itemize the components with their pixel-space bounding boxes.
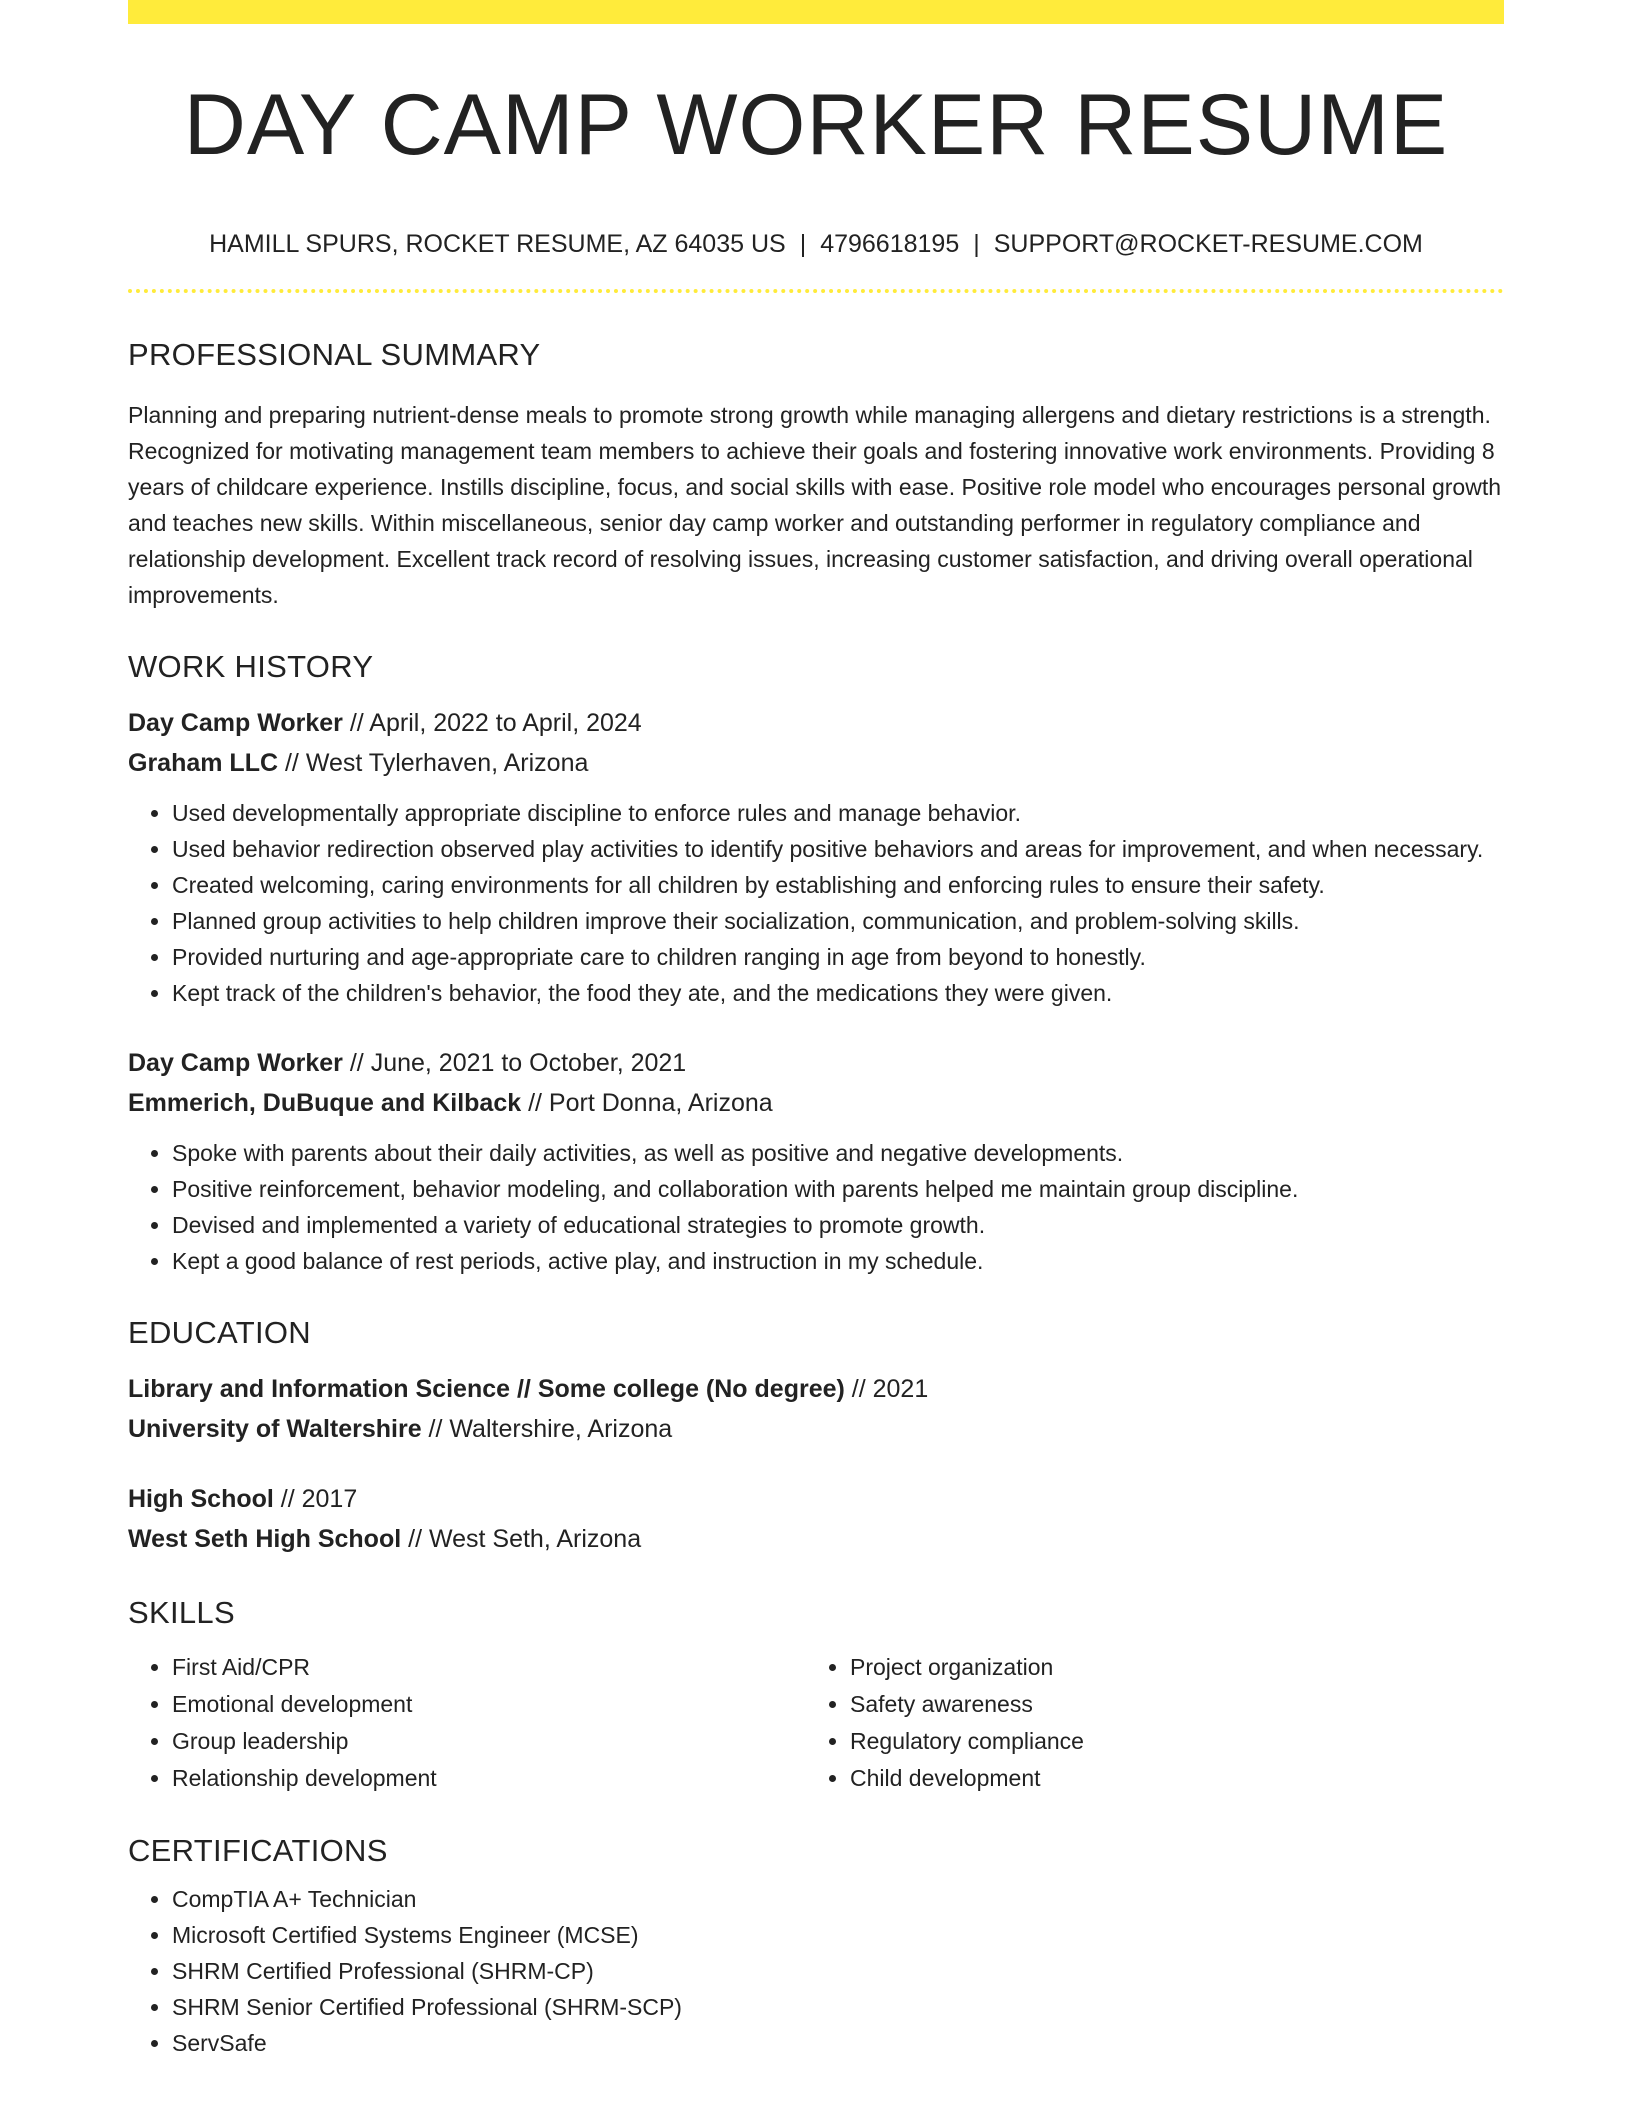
skill-item: • Regulatory compliance — [850, 1723, 1484, 1760]
contact-email: SUPPORT@ROCKET-RESUME.COM — [993, 230, 1423, 258]
job-title: Day Camp Worker — [128, 1049, 343, 1077]
job-duties-list — [128, 1135, 1504, 1279]
education-school-line — [128, 1409, 1504, 1449]
resume-page — [128, 0, 1504, 2061]
contact-phone: 4796618195 — [820, 230, 960, 258]
certifications-heading: CERTIFICATIONS — [128, 1833, 388, 1868]
skill-item: • Emotional development — [172, 1686, 806, 1723]
job-entry — [128, 703, 1504, 1011]
certification-item: • ServSafe — [172, 2025, 1504, 2061]
education-entry — [128, 1369, 1504, 1449]
job-title: Day Camp Worker — [128, 709, 343, 737]
job-location: // West Tylerhaven, Arizona — [278, 749, 589, 777]
contact-separator: | — [973, 230, 980, 258]
job-duty: • Devised and implemented a variety of educational strategies to promote growth. — [172, 1207, 1504, 1243]
job-location: // Port Donna, Arizona — [521, 1089, 773, 1117]
job-company: Graham LLC — [128, 749, 279, 777]
certification-item: • SHRM Certified Professional (SHRM-CP) — [172, 1953, 1504, 1989]
skills-column-left — [128, 1649, 806, 1797]
education-degree: High School — [128, 1485, 274, 1513]
job-title-line — [128, 703, 1504, 743]
education-location: // West Seth, Arizona — [401, 1525, 642, 1553]
job-company: Emmerich, DuBuque and Kilback — [128, 1089, 522, 1117]
job-duty: • Kept a good balance of rest periods, active play, and instruction in my schedule. — [172, 1243, 1504, 1279]
education-degree-line — [128, 1479, 1504, 1519]
skills-grid — [128, 1649, 1504, 1797]
job-duty: • Kept track of the children's behavior, the food they ate, and the medications they were given. — [172, 975, 1504, 1011]
certification-item: • CompTIA A+ Technician — [172, 1881, 1504, 1917]
job-dates: // June, 2021 to October, 2021 — [342, 1049, 687, 1077]
job-duty: • Provided nurturing and age-appropriate care to children ranging in age from beyond to honestly. — [172, 939, 1504, 975]
job-title-line — [128, 1043, 1504, 1083]
job-duty: • Positive reinforcement, behavior modeling, and collaboration with parents helped me maintain group discipline. — [172, 1171, 1504, 1207]
skill-item: • First Aid/CPR — [172, 1649, 806, 1686]
summary-text: Planning and preparing nutrient-dense meals to promote strong growth while managing allergens and dietary restrictions is a strength. Recognized for motivating management team members to achieve their goals and fostering innovative work environments. Providing 8 years of childcare experience. Instills discipline, focus, and social skills with ease. Positive role model who encourages personal growth and teaches new skills. Within miscellaneous, senior day camp worker and outstanding performer in regulatory compliance and relationship development. Excellent track record of resolving issues, increasing customer satisfaction, and driving overall operational improvements. — [128, 402, 1502, 608]
job-entry — [128, 1043, 1504, 1279]
contact-separator: | — [799, 230, 807, 258]
education-year: // 2017 — [273, 1485, 358, 1513]
job-duty: • Planned group activities to help children improve their socialization, communication, and problem-solving skills. — [172, 903, 1504, 939]
job-dates: // April, 2022 to April, 2024 — [342, 709, 642, 737]
education-school: University of Waltershire — [128, 1415, 422, 1443]
education-entry — [128, 1479, 1504, 1559]
certifications-list — [128, 1881, 1504, 2061]
education-degree: Library and Information Science // Some college (No degree) — [128, 1375, 845, 1403]
job-company-line — [128, 1083, 1504, 1123]
resume-title: DAY CAMP WORKER RESUME — [183, 77, 1449, 173]
education-location: // Waltershire, Arizona — [421, 1415, 673, 1443]
skills-column-right — [806, 1649, 1484, 1797]
skill-item: • Safety awareness — [850, 1686, 1484, 1723]
job-duty: • Used behavior redirection observed play activities to identify positive behaviors and areas for improvement, and when necessary. — [172, 831, 1504, 867]
summary-heading: PROFESSIONAL SUMMARY — [128, 337, 541, 372]
job-duty: • Spoke with parents about their daily activities, as well as positive and negative developments. — [172, 1135, 1504, 1171]
education-school-line — [128, 1519, 1504, 1559]
certification-item: • Microsoft Certified Systems Engineer (MCSE) — [172, 1917, 1504, 1953]
dotted-divider — [128, 289, 1504, 293]
work-history-heading: WORK HISTORY — [128, 649, 374, 684]
skill-item: • Group leadership — [172, 1723, 806, 1760]
education-heading: EDUCATION — [128, 1315, 311, 1350]
job-duty: • Used developmentally appropriate discipline to enforce rules and manage behavior. — [172, 795, 1504, 831]
education-school: West Seth High School — [128, 1525, 402, 1553]
job-duty: • Created welcoming, caring environments for all children by establishing and enforcing rules to ensure their safety. — [172, 867, 1504, 903]
contact-line — [128, 230, 1504, 259]
job-duties-list — [128, 795, 1504, 1011]
top-accent-bar — [128, 0, 1504, 24]
skill-item: • Relationship development — [172, 1760, 806, 1797]
skills-heading: SKILLS — [128, 1595, 235, 1630]
job-company-line — [128, 743, 1504, 783]
skill-item: • Project organization — [850, 1649, 1484, 1686]
certification-item: • SHRM Senior Certified Professional (SHRM-SCP) — [172, 1989, 1504, 2025]
education-degree-line — [128, 1369, 1504, 1409]
skill-item: • Child development — [850, 1760, 1484, 1797]
contact-address: HAMILL SPURS, ROCKET RESUME, AZ 64035 US — [209, 230, 786, 258]
education-year: // 2021 — [844, 1375, 929, 1403]
